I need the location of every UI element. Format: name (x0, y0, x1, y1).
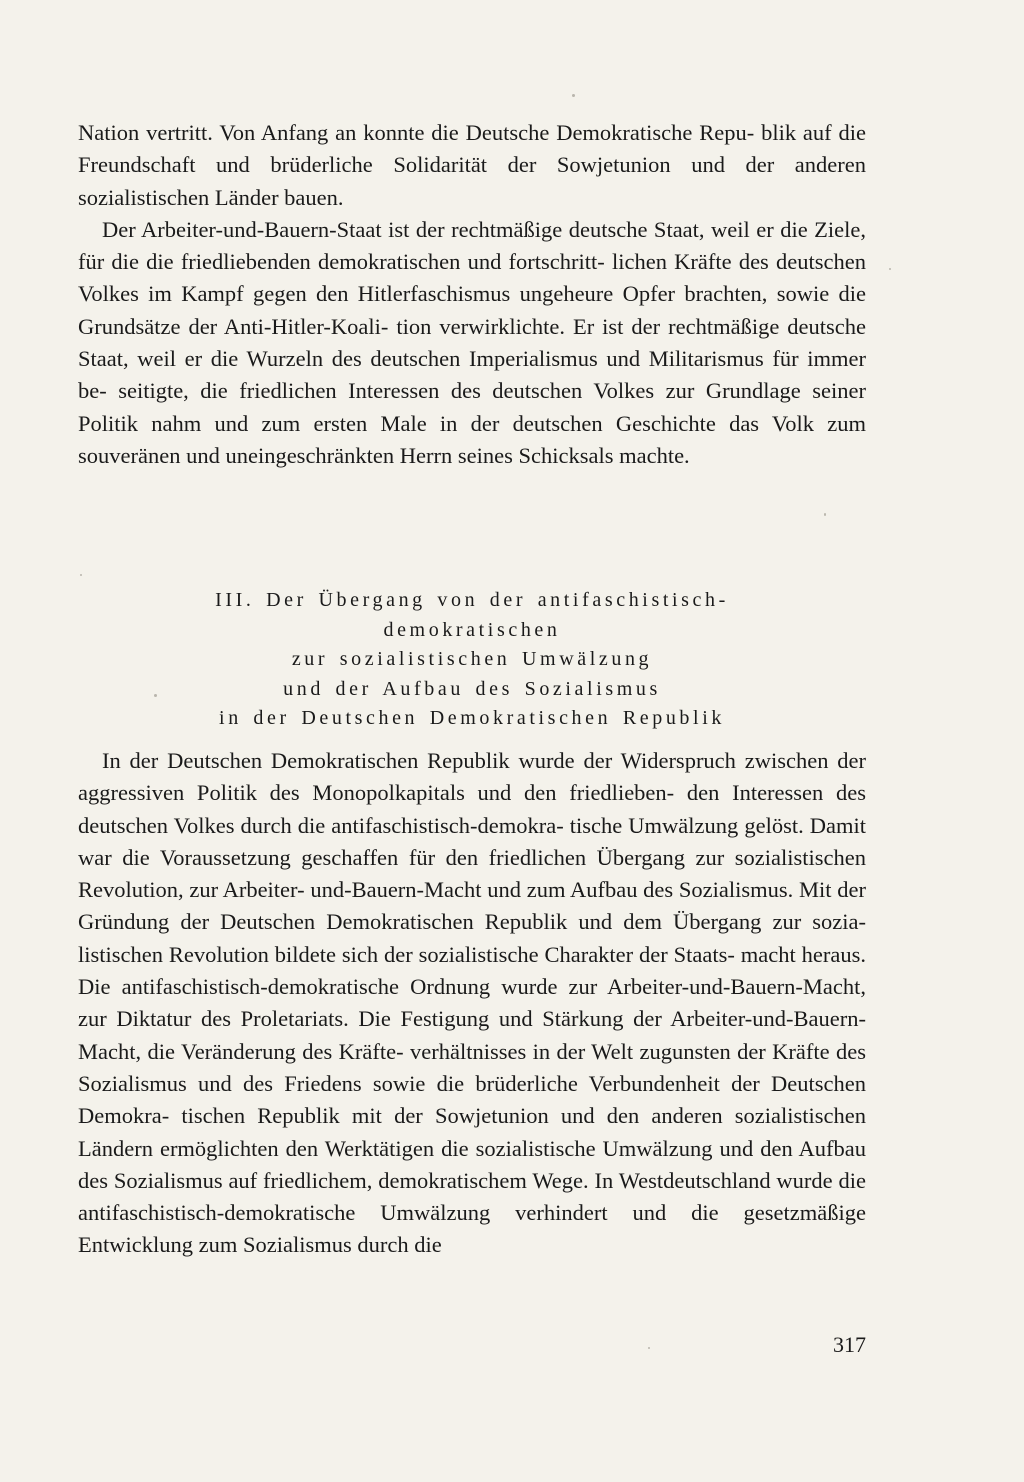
text-line: und-Bauern-Macht und zum Aufbau des Sozialismus. Mit der Gründung (78, 877, 866, 935)
text-line: zwischen der aggressiven Politik des Monopolkapitals und den friedlieben- (78, 748, 866, 806)
text-line: den Aufbau des Sozialismus auf friedlichem, demokratischem Wege. In (78, 1135, 866, 1193)
text-line: der anderen sozialistischen Länder bauen. (78, 152, 866, 210)
text-line: tischen Republik mit der Sowjetunion und den anderen sozialistischen (181, 1103, 866, 1129)
text-line: den friedlichen Übergang zur sozialistischen Revolution, zur Arbeiter- (78, 844, 866, 903)
text-line: Friedens sowie die brüderliche Verbundenheit der Deutschen Demokra- (78, 1070, 867, 1129)
text-line: tion verwirklichte. Er ist der rechtmäßige deutsche Staat, weil er die (78, 313, 867, 372)
paragraph-transition (78, 745, 866, 1262)
paper-speck (824, 513, 826, 516)
text-line: Arbeiter-und-Bauern-Macht, zur Diktatur des Proletariats. Die Festigung (78, 974, 866, 1032)
text-line: verhältnisses in der Welt zugunsten der Kräfte des Sozialismus und des (78, 1038, 867, 1096)
text-line: Westdeutschland wurde die antifaschistisch-demokratische Umwälzung (78, 1167, 867, 1226)
text-line: seiner Politik nahm und zum ersten Male in der deutschen Geschichte das (78, 378, 866, 436)
text-line: und Stärkung der Arbeiter-und-Bauern-Macht, die Veränderung des Kräfte- (78, 1006, 866, 1064)
text-line: er die Ziele, für die die friedliebenden demokratischen und fortschritt- (78, 216, 867, 275)
text-line: tische Umwälzung gelöst. Damit war die Voraussetzung geschaffen für (78, 812, 866, 870)
text-line: den Interessen des deutschen Volkes durch die antifaschistisch-demokra- (78, 780, 866, 838)
text-line: lichen Kräfte des deutschen Volkes im Kampf gegen den Hitlerfaschismus (78, 249, 866, 307)
text-line: verhindert und die gesetzmäßige Entwicklung zum Sozialismus durch die (78, 1200, 866, 1258)
paragraph-continuation (78, 117, 866, 214)
paper-speck (889, 268, 891, 270)
page-number: 317 (833, 1332, 866, 1357)
paragraph-legitimate-state (78, 214, 866, 472)
text-line: Der Arbeiter-und-Bauern-Staat ist der rechtmäßige deutsche Staat, weil (102, 216, 750, 242)
section-heading (78, 586, 866, 734)
paper-speck (80, 574, 82, 576)
section-heading-line: demokratischen (383, 618, 561, 641)
text-line: listischen Revolution bildete sich der sozialistische Charakter der Staats- (78, 941, 735, 967)
text-line: macht heraus. Die antifaschistisch-demokratische Ordnung wurde zur (78, 941, 867, 1000)
text-line: In der Deutschen Demokratischen Republik wurde der Widerspruch (102, 748, 736, 773)
paper-speck (648, 1347, 650, 1349)
paper-speck (154, 694, 157, 697)
text-line: machte. (619, 442, 690, 468)
paper-speck (572, 94, 575, 97)
text-line: seitigte, die friedlichen Interessen des deutschen Volkes zur Grundlage (118, 378, 801, 404)
section-heading-line: und der Aufbau des Sozialismus (283, 677, 661, 700)
text-line: Nation vertritt. Von Anfang an konnte die Deutsche Demokratische Repu- (78, 120, 755, 145)
text-block-bottom (78, 745, 866, 1262)
text-line: blik auf die Freundschaft und brüderliche Solidarität der Sowjetunion und (78, 120, 866, 178)
text-block-top (78, 117, 866, 472)
section-heading-line: in der Deutschen Demokratischen Republik (219, 707, 725, 729)
text-line: Ländern ermöglichten den Werktätigen die sozialistische Umwälzung und (78, 1135, 754, 1161)
text-line: Volk zum souveränen und uneingeschränkten Herrn seines Schicksals (78, 410, 867, 468)
section-heading-line: zur sozialistischen Umwälzung (291, 648, 653, 670)
text-line: ungeheure Opfer brachten, sowie die Grundsätze der Anti-Hitler-Koali- (78, 281, 867, 339)
text-line: der Deutschen Demokratischen Republik und dem Übergang zur sozia- (180, 909, 867, 935)
section-heading-line: III. Der Übergang von der antifaschistisch- (215, 589, 729, 611)
text-line: Wurzeln des deutschen Imperialismus und Militarismus für immer be- (78, 346, 867, 404)
